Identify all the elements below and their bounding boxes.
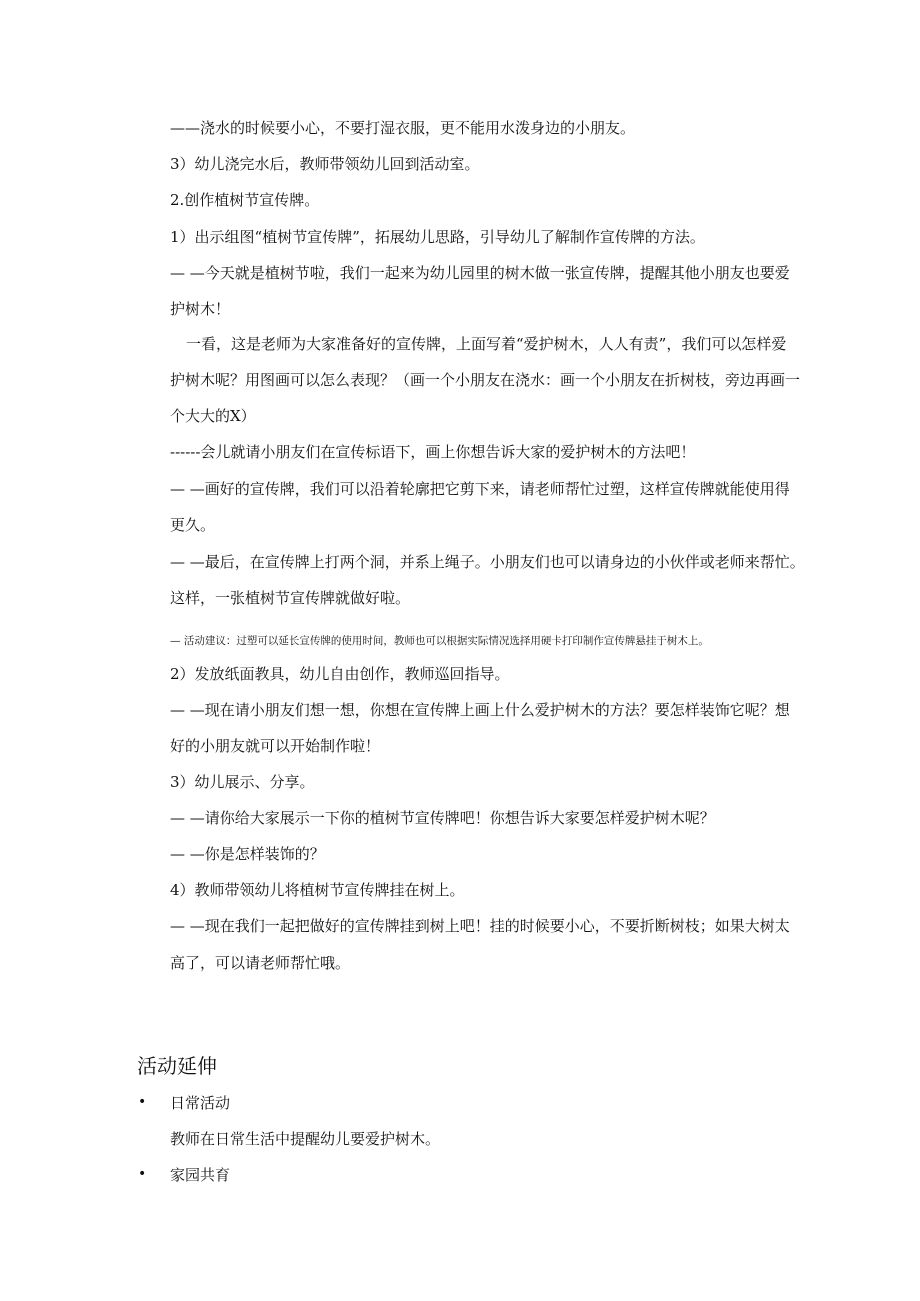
paragraph-line: 3）幼儿展示、分享。 [170,773,315,791]
paragraph-line: — —现在请小朋友们想一想，你想在宣传牌上画上什么爱护树木的方法？要怎样装饰它呢？想 [170,701,790,719]
paragraph-line: 2.创作植树节宣传牌。 [170,191,320,209]
list-item-body: 教师在日常生活中提醒幼儿要爱护树木。 [170,1130,441,1148]
paragraph-line: 这样，一张植树节宣传牌就做好啦。 [170,589,411,607]
bullet-icon: • [138,1094,147,1110]
paragraph-line: — —最后，在宣传牌上打两个洞，并系上绳子。小朋友们也可以请身边的小伙伴或老师来帮忙。 [170,553,805,571]
paragraph-line: 个大大的X） [170,407,256,425]
paragraph-line: 2）发放纸面教具，幼儿自由创作，教师巡回指导。 [170,665,510,683]
paragraph-line: 3）幼儿浇完水后，教师带领幼儿回到活动室。 [170,155,480,173]
paragraph-line: — —你是怎样装饰的？ [170,845,325,863]
paragraph-line: — —请你给大家展示一下你的植树节宣传牌吧！你想告诉大家要怎样爱护树木呢？ [170,809,715,827]
section-heading: 活动延伸 [137,1054,217,1078]
list-item-title: 日常活动 [170,1094,231,1112]
bullet-icon: • [138,1166,147,1182]
paragraph-line: 4）教师带领幼儿将植树节宣传牌挂在树上。 [170,881,465,899]
paragraph-line: — —现在我们一起把做好的宣传牌挂到树上吧！挂的时候要小心，不要折断树枝；如果大树太 [170,917,790,935]
paragraph-line: ——浇水的时候要小心，不要打湿衣服，更不能用水泼身边的小朋友。 [170,119,636,137]
paragraph-line: — —今天就是植树节啦，我们一起来为幼儿园里的树木做一张宣传牌，提醒其他小朋友也要爱 [170,264,790,282]
paragraph-line: 更久。 [170,516,216,534]
list-item-title: 家园共育 [170,1166,231,1184]
paragraph-line: ------会儿就请小朋友们在宣传标语下，画上你想告诉大家的爱护树木的方法吧！ [170,443,696,461]
paragraph-line: 护树木！ [170,300,231,318]
paragraph-line: 护树木呢？用图画可以怎么表现？（画一个小朋友在浇水：画一个小朋友在折树枝，旁边再画一 [170,371,801,389]
paragraph-line: — —画好的宣传牌，我们可以沿着轮廓把它剪下来，请老师帮忙过塑，这样宣传牌就能使用得 [170,480,790,498]
paragraph-line: 好的小朋友就可以开始制作啦！ [170,737,381,755]
paragraph-line: 1）出示组图“植树节宣传牌”，拓展幼儿思路，引导幼儿了解制作宣传牌的方法。 [170,228,705,246]
activity-suggestion-note: — 活动建议：过塑可以延长宣传牌的使用时间，教师也可以根据实际情况选择用硬卡打印制作宣传牌悬挂于树木上。 [170,635,709,647]
paragraph-line: 高了，可以请老师帮忙哦。 [170,954,351,972]
paragraph-line: 一看，这是老师为大家准备好的宣传牌，上面写着“爱护树木，人人有责”，我们可以怎样爱 [186,335,787,353]
